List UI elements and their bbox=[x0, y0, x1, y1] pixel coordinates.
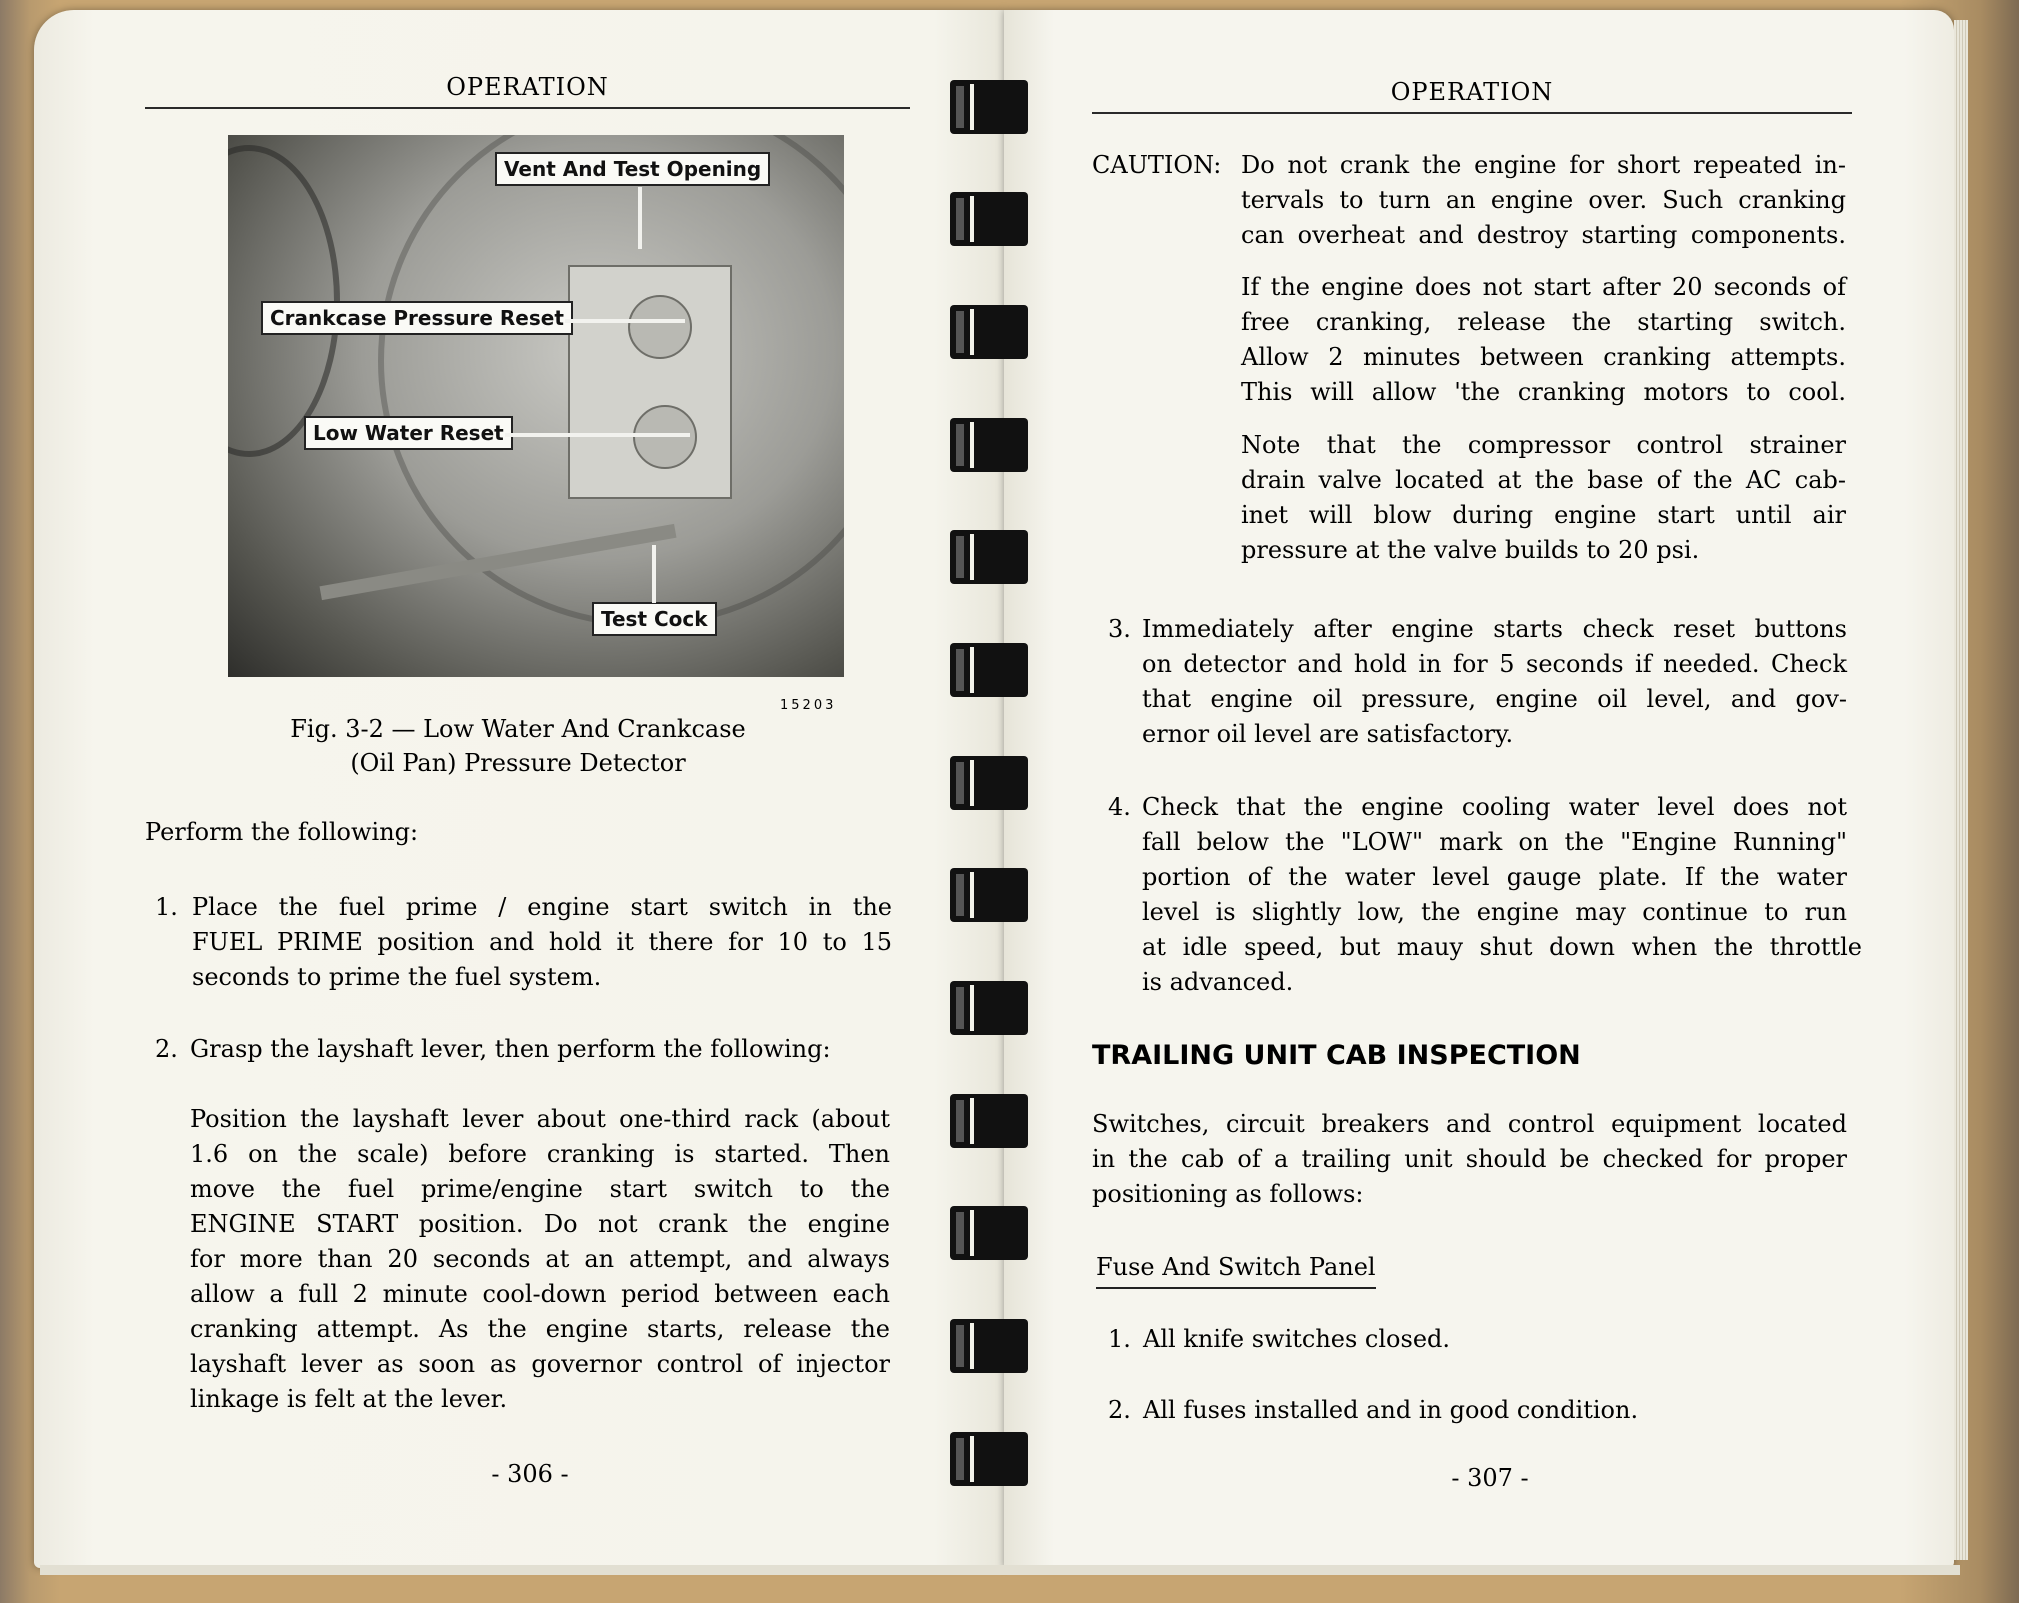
crankcase-arrow bbox=[565, 319, 685, 323]
step-2-number: 2. bbox=[155, 1035, 178, 1063]
intro-text: Perform the following: bbox=[145, 818, 419, 846]
spiral-binding-loop bbox=[950, 1206, 1028, 1260]
step-3-number: 3. bbox=[1108, 615, 1131, 643]
step-2-text: Grasp the layshaft lever, then perform the following: bbox=[190, 1035, 831, 1063]
caution-line: drain valve located at the base of the AC cab- bbox=[1241, 466, 1846, 494]
caution-line: tervals to turn an engine over. Such cranking bbox=[1241, 186, 1846, 214]
sub-step-1-text: All knife switches closed. bbox=[1143, 1325, 1451, 1353]
spiral-binding-loop bbox=[950, 192, 1028, 246]
spiral-binding-loop bbox=[950, 643, 1028, 697]
step-4-text bbox=[1142, 790, 1862, 1000]
right-header bbox=[1092, 78, 1852, 114]
step-2-paragraph bbox=[190, 1102, 890, 1417]
test-cock-arrow bbox=[652, 545, 656, 603]
caution-label: CAUTION: bbox=[1092, 151, 1222, 179]
step-3-text bbox=[1142, 612, 1847, 752]
spiral-binding-loop bbox=[950, 756, 1028, 810]
caution-line: inet will blow during engine start until air bbox=[1241, 501, 1846, 529]
figure-number: 15203 bbox=[780, 698, 837, 713]
engine-detector-photo bbox=[228, 135, 844, 677]
caution-line: free cranking, release the starting switch. bbox=[1241, 308, 1846, 336]
step-4-line: at idle speed, but mauy shut down when the throttle bbox=[1142, 933, 1862, 961]
left-header bbox=[145, 73, 910, 109]
spiral-binding-loop bbox=[950, 418, 1028, 472]
caution-line: Allow 2 minutes between cranking attempts. bbox=[1241, 343, 1846, 371]
step-1-line: Place the fuel prime / engine start switch in the bbox=[192, 893, 892, 921]
spiral-binding-loop bbox=[950, 530, 1028, 584]
step-4-line: portion of the water level gauge plate. If the water bbox=[1142, 863, 1847, 891]
paragraph-line: linkage is felt at the lever. bbox=[190, 1385, 508, 1413]
right-page-number: - 307 - bbox=[1451, 1464, 1529, 1492]
section-intro-line: Switches, circuit breakers and control equipment located bbox=[1092, 1110, 1847, 1138]
photo-reset-button-lower bbox=[633, 405, 697, 469]
left-page-number: - 306 - bbox=[491, 1460, 569, 1488]
caution-line: pressure at the valve builds to 20 psi. bbox=[1241, 536, 1700, 564]
figure-label-vent: Vent And Test Opening bbox=[495, 152, 770, 186]
sub-step-1-number: 1. bbox=[1108, 1325, 1131, 1353]
spiral-binding-loop bbox=[950, 1319, 1028, 1373]
caution-line: This will allow 'the cranking motors to cool. bbox=[1241, 378, 1846, 406]
left-header-title: OPERATION bbox=[446, 73, 609, 101]
right-header-rule bbox=[1092, 112, 1852, 114]
spiral-binding-loop bbox=[950, 1094, 1028, 1148]
caution-paragraph-1 bbox=[1241, 148, 1846, 253]
figure-label-low-water: Low Water Reset bbox=[304, 416, 513, 450]
figure-caption-line-1: Fig. 3-2 — Low Water And Crankcase bbox=[290, 715, 746, 743]
section-intro-line: positioning as follows: bbox=[1092, 1180, 1364, 1208]
caution-paragraph-3 bbox=[1241, 428, 1846, 568]
sub-step-2-number: 2. bbox=[1108, 1396, 1131, 1424]
paragraph-line: layshaft lever as soon as governor control of injector bbox=[190, 1350, 890, 1378]
caution-line: Do not crank the engine for short repeated in- bbox=[1241, 151, 1846, 179]
step-4-number: 4. bbox=[1108, 793, 1131, 821]
photo-reset-button-upper bbox=[628, 295, 692, 359]
figure-caption bbox=[228, 712, 808, 780]
page-edges bbox=[1954, 20, 1968, 1560]
paragraph-line: cranking attempt. As the engine starts, release the bbox=[190, 1315, 890, 1343]
low-water-arrow bbox=[505, 433, 690, 437]
step-1-text bbox=[192, 890, 892, 995]
section-intro-line: in the cab of a trailing unit should be checked for proper bbox=[1092, 1145, 1847, 1173]
paragraph-line: move the fuel prime/engine start switch to the bbox=[190, 1175, 890, 1203]
figure-caption-line-2: (Oil Pan) Pressure Detector bbox=[350, 749, 686, 777]
caution-paragraph-2 bbox=[1241, 270, 1846, 410]
spiral-binding-loop bbox=[950, 80, 1028, 134]
caution-line: Note that the compressor control strainer bbox=[1241, 431, 1846, 459]
step-4-line: level is slightly low, the engine may continue to run bbox=[1142, 898, 1847, 926]
step-3-line: Immediately after engine starts check reset buttons bbox=[1142, 615, 1847, 643]
paragraph-line: ENGINE START position. Do not crank the engine bbox=[190, 1210, 890, 1238]
step-3-line: ernor oil level are satisfactory. bbox=[1142, 720, 1514, 748]
step-4-line: is advanced. bbox=[1142, 968, 1294, 996]
step-1-line: seconds to prime the fuel system. bbox=[192, 963, 602, 991]
section-intro bbox=[1092, 1107, 1847, 1212]
vent-arrow bbox=[638, 187, 642, 249]
left-header-rule bbox=[145, 107, 910, 109]
paragraph-line: 1.6 on the scale) before cranking is started. Then bbox=[190, 1140, 890, 1168]
step-1-number: 1. bbox=[155, 893, 178, 921]
section-heading: TRAILING UNIT CAB INSPECTION bbox=[1092, 1040, 1581, 1071]
sub-step-2-text: All fuses installed and in good condition. bbox=[1143, 1396, 1639, 1424]
spiral-binding-loop bbox=[950, 305, 1028, 359]
paragraph-line: allow a full 2 minute cool-down period between each bbox=[190, 1280, 890, 1308]
caution-line: If the engine does not start after 20 seconds of bbox=[1241, 273, 1846, 301]
figure-label-crankcase: Crankcase Pressure Reset bbox=[261, 301, 573, 335]
subheading bbox=[1096, 1250, 1376, 1289]
step-4-line: fall below the "LOW" mark on the "Engine Running" bbox=[1142, 828, 1847, 856]
spiral-binding-loop bbox=[950, 1432, 1028, 1486]
step-3-line: on detector and hold in for 5 seconds if needed. Check bbox=[1142, 650, 1847, 678]
figure-label-test-cock: Test Cock bbox=[592, 602, 717, 636]
paragraph-line: for more than 20 seconds at an attempt, and always bbox=[190, 1245, 890, 1273]
step-4-line: Check that the engine cooling water level does not bbox=[1142, 793, 1847, 821]
step-3-line: that engine oil pressure, engine oil level, and gov- bbox=[1142, 685, 1847, 713]
spiral-binding-loop bbox=[950, 981, 1028, 1035]
page-bottom-edge bbox=[40, 1565, 1960, 1575]
caution-line: can overheat and destroy starting components. bbox=[1241, 221, 1846, 249]
subheading-text: Fuse And Switch Panel bbox=[1096, 1250, 1376, 1289]
right-header-title: OPERATION bbox=[1390, 78, 1554, 106]
paragraph-line: Position the layshaft lever about one-third rack (about bbox=[190, 1105, 890, 1133]
spiral-binding-loop bbox=[950, 868, 1028, 922]
step-1-line: FUEL PRIME position and hold it there for 10 to 15 bbox=[192, 928, 892, 956]
